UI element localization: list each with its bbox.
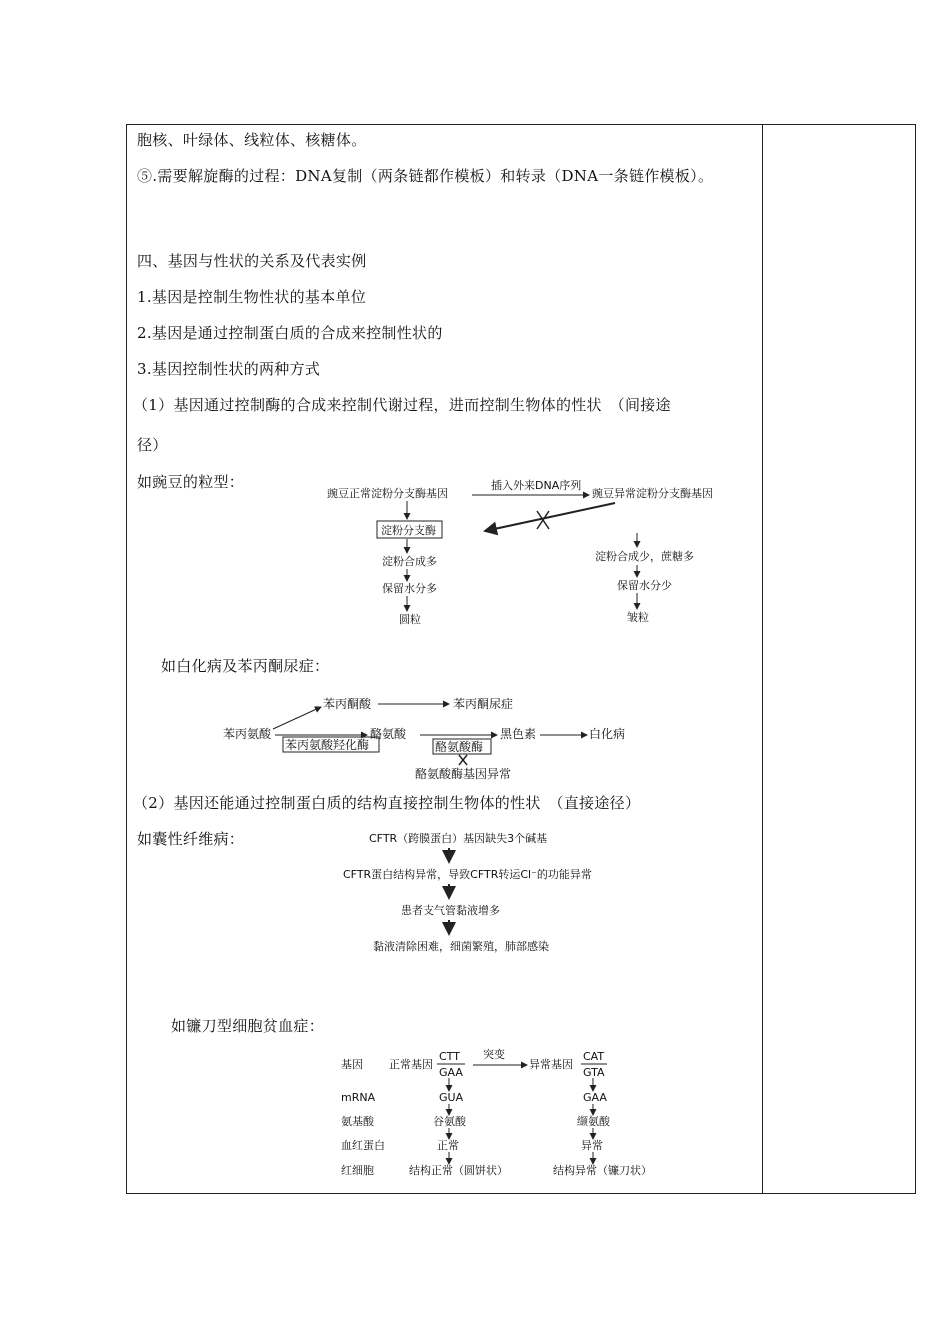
sickle-a-mrna: GAA: [583, 1091, 607, 1104]
text-line: （1）基因通过控制酶的合成来控制代谢过程，进而控制生物体的性状 （间接途: [133, 396, 671, 414]
section-heading: 四、基因与性状的关系及代表实例: [137, 252, 367, 270]
pea-insert-label: 插入外来DNA序列: [491, 479, 582, 492]
pea-more-water: 保留水分多: [382, 582, 437, 595]
sickle-mutation: 突变: [483, 1048, 505, 1061]
albinism-tyr-enzyme: 酪氨酸酶: [435, 740, 484, 754]
text-line: 径）: [137, 436, 168, 454]
sickle-row-aa: 氨基酸: [341, 1115, 374, 1128]
albinism-diagram: [223, 693, 643, 783]
albinism-ppa: 苯丙酮酸: [323, 697, 372, 711]
albinism-phe: 苯丙氨酸: [223, 727, 272, 741]
albinism-gene-abnormal: 酪氨酸酶基因异常: [415, 767, 512, 781]
sickle-n-aa: 谷氨酸: [433, 1115, 466, 1128]
sickle-n-top: CTT: [439, 1050, 460, 1063]
sickle-row-mrna: mRNA: [341, 1091, 376, 1104]
example-label: 如镰刀型细胞贫血症：: [171, 1017, 325, 1035]
cf-step4: 黏液清除困难，细菌繁殖，肺部感染: [373, 940, 549, 953]
sickle-row-hb: 血红蛋白: [341, 1139, 385, 1152]
albinism-pku: 苯丙酮尿症: [453, 697, 514, 711]
pea-wrinkled: 皱粒: [627, 611, 649, 624]
cf-step2: CFTR蛋白结构异常，导致CFTR转运Cl⁻的功能异常: [343, 868, 592, 881]
sickle-a-aa: 缬氨酸: [577, 1115, 610, 1128]
sickle-a-rbc: 结构异常（镰刀状）: [553, 1164, 652, 1177]
sickle-a-hb: 异常: [581, 1139, 603, 1152]
text-line: 1.基因是控制生物性状的基本单位: [137, 288, 367, 306]
text-line: 2.基因是通过控制蛋白质的合成来控制性状的: [137, 324, 443, 342]
example-label: 如白化病及苯丙酮尿症：: [161, 657, 330, 675]
sickle-n-bot: GAA: [439, 1066, 463, 1079]
albinism-result: 白化病: [589, 727, 626, 741]
text-line: 3.基因控制性状的两种方式: [137, 360, 321, 378]
pea-normal-gene: 豌豆正常淀粉分支酶基因: [327, 487, 448, 500]
pea-less-starch: 淀粉合成少，蔗糖多: [595, 550, 694, 563]
albinism-melanin: 黑色素: [500, 727, 537, 741]
text-line: （2）基因还能通过控制蛋白质的结构直接控制生物体的性状 （直接途径）: [133, 794, 641, 812]
sickle-abnormal-gene: 异常基因: [529, 1058, 573, 1071]
text-line: 胞核、叶绿体、线粒体、核糖体。: [137, 131, 367, 149]
sickle-row-rbc: 红细胞: [341, 1164, 374, 1177]
sickle-n-hb: 正常: [437, 1139, 459, 1152]
example-label: 如囊性纤维病：: [137, 830, 245, 848]
pea-less-water: 保留水分少: [617, 579, 672, 592]
cf-diagram: [339, 828, 629, 956]
albinism-phe-enzyme: 苯丙氨酸羟化酶: [285, 738, 370, 752]
pea-more-starch: 淀粉合成多: [382, 555, 437, 568]
sickle-n-rbc: 结构正常（圆饼状）: [409, 1164, 508, 1177]
pea-round: 圆粒: [399, 613, 421, 626]
albinism-tyr: 酪氨酸: [370, 727, 407, 741]
sickle-a-top: CAT: [583, 1050, 605, 1063]
column-divider: [762, 125, 763, 1193]
sickle-diagram: [341, 1045, 681, 1181]
pea-enzyme: 淀粉分支酶: [381, 524, 436, 537]
content-table: [126, 124, 916, 1194]
sickle-a-bot: GTA: [583, 1066, 605, 1079]
text-line: ⑤.需要解旋酶的过程：DNA复制（两条链都作模板）和转录（DNA一条链作模板）。: [137, 167, 714, 185]
sickle-normal-gene: 正常基因: [389, 1058, 433, 1071]
pea-diagram: [327, 475, 747, 635]
cf-step3: 患者支气管黏液增多: [401, 904, 500, 917]
example-label: 如豌豆的粒型：: [137, 473, 245, 491]
sickle-n-mrna: GUA: [439, 1091, 464, 1104]
cf-step1: CFTR（跨膜蛋白）基因缺失3个碱基: [369, 832, 548, 845]
sickle-row-gene: 基因: [341, 1058, 363, 1071]
pea-abnormal-gene: 豌豆异常淀粉分支酶基因: [592, 487, 713, 500]
